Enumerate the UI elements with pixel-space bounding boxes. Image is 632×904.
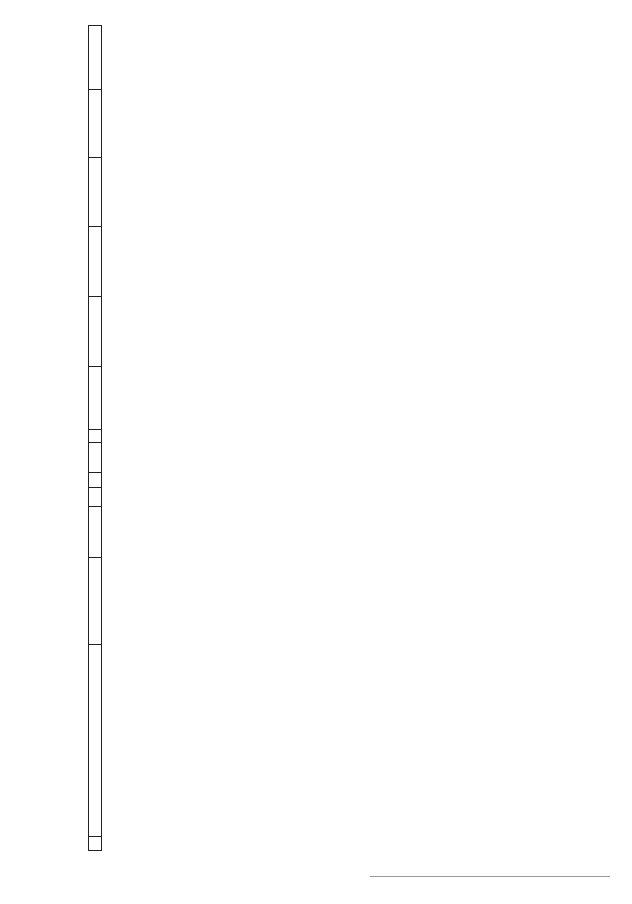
column-header — [89, 488, 102, 507]
column-header — [89, 442, 102, 472]
column-header — [89, 297, 102, 367]
column-header — [89, 507, 102, 558]
column-header — [89, 366, 102, 430]
column-header — [89, 472, 102, 487]
table-container — [88, 25, 417, 851]
column-header — [89, 430, 102, 442]
column-header — [89, 26, 102, 90]
column-header — [89, 836, 102, 850]
column-header — [89, 557, 102, 644]
column-header — [89, 227, 102, 297]
budget-table — [88, 25, 417, 851]
column-numbers-row — [89, 26, 102, 851]
bottom-rule — [370, 876, 610, 877]
column-header — [89, 157, 102, 227]
column-header — [89, 644, 102, 836]
column-header — [89, 89, 102, 157]
